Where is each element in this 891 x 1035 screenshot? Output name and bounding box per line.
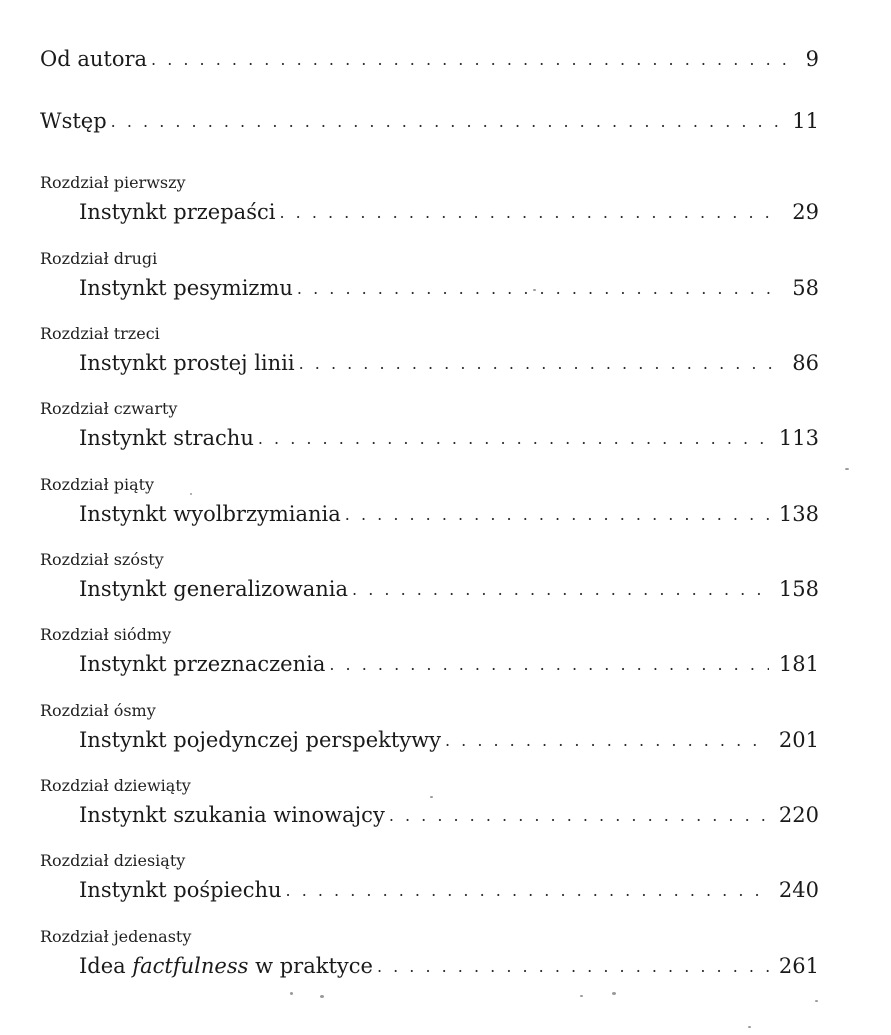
toc-page-number: 220 [778, 803, 819, 827]
toc-entry-chapter-2[interactable] [79, 275, 819, 303]
toc-entry-od-autora[interactable] [40, 46, 819, 74]
toc-entry-title: Instynkt przepaści [79, 200, 276, 224]
toc-entry-chapter-10[interactable] [79, 877, 819, 905]
dot-leader [279, 200, 782, 226]
chapter-label: Rozdział trzeci [40, 324, 160, 343]
toc-entry-title: Instynkt wyolbrzymiania [79, 502, 341, 526]
dot-leader [345, 502, 769, 528]
scan-speck [320, 995, 324, 998]
toc-page-number: 86 [792, 351, 819, 375]
dot-leader [389, 803, 769, 829]
toc-entry-title: Instynkt generalizowania [79, 577, 349, 601]
dot-leader [286, 878, 769, 904]
toc-page-number: 29 [792, 200, 819, 224]
dot-leader [377, 954, 769, 980]
scan-speck [580, 995, 583, 997]
chapter-label: Rozdział dziesiąty [40, 851, 186, 870]
toc-entry-title: Instynkt pośpiechu [79, 878, 282, 902]
chapter-label: Rozdział dziewiąty [40, 776, 191, 795]
toc-entry-wstep[interactable] [40, 108, 819, 136]
toc-entry-chapter-8[interactable] [79, 727, 819, 755]
toc-page-number: 58 [792, 276, 819, 300]
toc-entry-title: Instynkt prostej linii [79, 351, 295, 375]
scan-speck [845, 468, 849, 470]
chapter-label: Rozdział szósty [40, 550, 164, 569]
title-suffix: w praktyce [248, 954, 373, 978]
toc-entry-chapter-4[interactable] [79, 425, 819, 453]
scan-speck [533, 289, 536, 291]
dot-leader [151, 47, 796, 73]
scan-speck [430, 796, 433, 798]
chapter-label: Rozdział jedenasty [40, 927, 192, 946]
chapter-label: Rozdział siódmy [40, 625, 172, 644]
dot-leader [258, 426, 769, 452]
chapter-label: Rozdział czwarty [40, 399, 178, 418]
toc-page-number: 11 [792, 109, 819, 133]
scan-speck [190, 493, 192, 495]
toc-entry-chapter-6[interactable] [79, 576, 819, 604]
toc-entry-title [79, 953, 377, 979]
dot-leader [297, 276, 782, 302]
toc-entry-chapter-9[interactable] [79, 802, 819, 830]
toc-entry-chapter-1[interactable] [79, 199, 819, 227]
toc-entry-title: Instynkt strachu [79, 426, 254, 450]
toc-page-number: 9 [805, 47, 819, 71]
toc-page-number: 261 [778, 954, 819, 978]
toc-entry-chapter-7[interactable] [79, 651, 819, 679]
toc-entry-chapter-3[interactable] [79, 350, 819, 378]
toc-entry-title: Instynkt przeznaczenia [79, 652, 326, 676]
toc-page-number: 181 [778, 652, 819, 676]
toc-entry-title: Od autora [40, 47, 148, 71]
toc-entry-title: Instynkt pojedynczej perspektywy [79, 728, 441, 752]
chapter-label: Rozdział drugi [40, 249, 158, 268]
dot-leader [299, 351, 783, 377]
toc-entry-chapter-11[interactable] [79, 953, 819, 981]
toc-page-number: 240 [778, 878, 819, 902]
title-prefix: Idea [79, 954, 133, 978]
dot-leader [111, 109, 783, 135]
scan-speck [748, 1026, 751, 1028]
scan-speck [290, 992, 293, 995]
scan-speck [815, 1000, 818, 1002]
toc-entry-chapter-5[interactable] [79, 501, 819, 529]
scan-speck [612, 992, 616, 995]
dot-leader [445, 728, 769, 754]
toc-entry-title: Instynkt pesymizmu [79, 276, 293, 300]
dot-leader [352, 577, 769, 603]
chapter-label: Rozdział piąty [40, 475, 155, 494]
toc-entry-title: Instynkt szukania winowajcy [79, 803, 385, 827]
toc-page-number: 113 [778, 426, 819, 450]
toc-page-number: 138 [778, 502, 819, 526]
toc-entry-title: Wstęp [40, 109, 107, 133]
chapter-label: Rozdział pierwszy [40, 173, 186, 192]
toc-page-number: 158 [778, 577, 819, 601]
toc-page-number: 201 [778, 728, 819, 752]
dot-leader [329, 652, 769, 678]
chapter-label: Rozdział ósmy [40, 701, 156, 720]
title-italic: factfulness [132, 954, 249, 978]
